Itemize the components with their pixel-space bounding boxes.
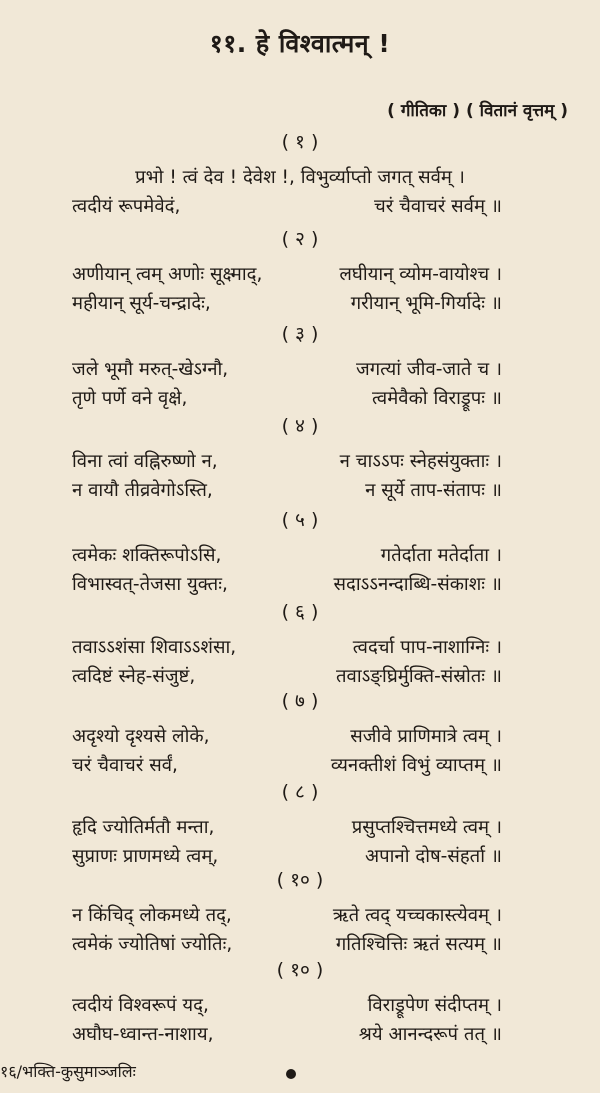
verse-half: जगत्यां जीव-जाते च । [356, 359, 502, 380]
verse-half: सुप्राणः प्राणमध्ये त्वम्, [72, 846, 219, 867]
verse-half: अपानो दोष-संहर्ता ॥ [365, 846, 502, 867]
verse-number: ( १० ) [276, 869, 324, 891]
verse-line [72, 634, 502, 659]
verse-half: गतेर्दाता मतेर्दाता । [380, 545, 502, 566]
verse-line [72, 723, 502, 748]
verse-line [72, 290, 502, 315]
verse-number: ( ७ ) [281, 690, 319, 712]
verse-half: तवाऽऽशंसा शिवाऽऽशंसा, [72, 637, 237, 658]
verse-half: गतिश्चित्तिः ऋतं सत्यम् ॥ [335, 934, 502, 955]
verse-line [72, 902, 502, 927]
verse-half: प्रभो ! त्वं देव ! देवेश !, विभुर्व्याप्तो जगत् सर्वम् । [135, 167, 465, 188]
verse-line [72, 752, 502, 777]
verse-line [72, 477, 502, 502]
verse-line [72, 261, 502, 286]
verse-half: महीयान् सूर्य-चन्द्रादेः, [72, 293, 211, 314]
verse-half: विराड्रूपेण संदीप्तम् । [367, 995, 502, 1016]
verse-half: त्वदर्चा पाप-नाशाग्निः । [352, 637, 502, 658]
verse-half: त्वदीयं रूपमेवेदं, [72, 196, 181, 217]
verse-line [72, 931, 502, 956]
verse-number: ( १० ) [276, 959, 324, 981]
verse-line [72, 1021, 502, 1046]
meter-label: ( गीतिका ) ( वितानं वृत्तम् ) [387, 101, 568, 121]
verse-number: ( ८ ) [281, 781, 319, 803]
verse-half: न सूर्ये ताप-संतापः ॥ [365, 480, 502, 501]
verse-half: त्वदीयं विश्वरूपं यद्, [72, 995, 209, 1016]
verse-half: लघीयान् व्योम-वायोश्च । [339, 264, 502, 285]
verse-line [72, 193, 502, 218]
verse-half: श्रये आनन्दरूपं तत् ॥ [358, 1024, 502, 1045]
verse-line [72, 448, 502, 473]
bullet-dot [286, 1069, 296, 1079]
verse-line [0, 164, 600, 189]
verse-half: चरं चैवाचरं सर्वं, [72, 755, 178, 776]
verse-half: अदृश्यो दृश्यसे लोके, [72, 726, 210, 747]
verse-half: विना त्वां वह्निरुष्णो न, [72, 451, 218, 472]
verse-half: त्वमेवैको विराड्रूपः ॥ [372, 388, 502, 409]
verse-half: तवाऽङ्घ्रिर्मुक्ति-संस्रोतः ॥ [336, 666, 502, 687]
verse-line [72, 992, 502, 1017]
verse-number: ( १ ) [281, 131, 319, 153]
verse-half: त्वमेकः शक्तिरूपोऽसि, [72, 545, 222, 566]
verse-half: न वायौ तीव्रवेगोऽस्ति, [72, 480, 213, 501]
verse-half: प्रसुप्तश्चित्तमध्ये त्वम् । [351, 817, 502, 838]
verse-half: न किंचिद् लोकमध्ये तद्, [72, 905, 232, 926]
verse-half: अणीयान् त्वम् अणोः सूक्ष्माद्, [72, 264, 263, 285]
verse-line [72, 542, 502, 567]
verse-half: विभास्वत्-तेजसा युक्तः, [72, 574, 228, 595]
verse-line [72, 571, 502, 596]
verse-half: गरीयान् भूमि-गिर्यादेः ॥ [350, 293, 502, 314]
verse-line [72, 814, 502, 839]
verse-half: चरं चैवाचरं सर्वम् ॥ [373, 196, 502, 217]
verse-line [72, 843, 502, 868]
verse-number: ( ४ ) [281, 415, 319, 437]
page-footer: १६/भक्ति-कुसुमाञ्जलिः [0, 1062, 136, 1081]
verse-line [72, 356, 502, 381]
verse-half: न चाऽऽपः स्नेहसंयुक्ताः । [339, 451, 502, 472]
verse-line [72, 663, 502, 688]
verse-half: हृदि ज्योतिर्मतौ मन्ता, [72, 817, 215, 838]
verse-number: ( ३ ) [281, 323, 319, 345]
verse-half: त्वमेकं ज्योतिषां ज्योतिः, [72, 934, 233, 955]
poem-title: ११. हे विश्वात्मन् ! [209, 29, 391, 58]
verse-half: ऋते त्वद् यच्चकास्त्येवम् । [332, 905, 502, 926]
verse-half: अघौघ-ध्वान्त-नाशाय, [72, 1024, 214, 1045]
verse-half: जले भूमौ मरुत्-खेऽग्नौ, [72, 359, 229, 380]
verse-half: त्वदिष्टं स्नेह-संजुष्टं, [72, 666, 196, 687]
verse-number: ( ६ ) [281, 601, 319, 623]
verse-number: ( २ ) [281, 228, 319, 250]
verse-line [72, 385, 502, 410]
verse-half: व्यनक्तीशं विभुं व्याप्तम् ॥ [330, 755, 502, 776]
verse-number: ( ५ ) [281, 509, 319, 531]
verse-half: सजीवे प्राणिमात्रे त्वम् । [350, 726, 502, 747]
verse-half: सदाऽऽनन्दाब्धि-संकाशः ॥ [333, 574, 502, 595]
verse-half: तृणे पर्णे वने वृक्षे, [72, 388, 188, 409]
